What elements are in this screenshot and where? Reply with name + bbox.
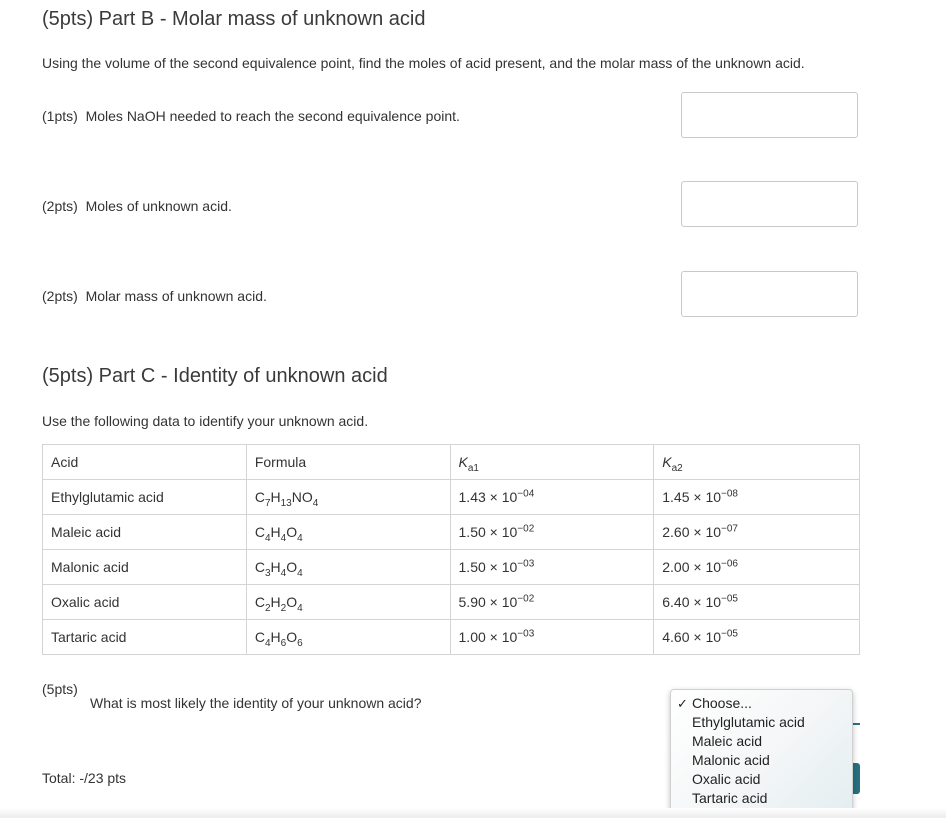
cell-formula: $C_4H_6O_6$ bbox=[246, 620, 450, 655]
cell-acid: Oxalic acid bbox=[43, 585, 247, 620]
cell-formula: $C_2H_2O_4$ bbox=[246, 585, 450, 620]
cell-ka1: $1.43 \times 10^{-04}$ bbox=[450, 480, 654, 515]
cell-formula: $C_3H_4O_4$ bbox=[246, 550, 450, 585]
dropdown-option-tartaric[interactable]: Tartaric acid bbox=[692, 790, 768, 806]
dropdown-option-maleic[interactable]: Maleic acid bbox=[692, 733, 763, 749]
cell-ka1: $1.00 \times 10^{-03}$ bbox=[450, 620, 654, 655]
table-row bbox=[43, 515, 860, 550]
dropdown-option-oxalic[interactable]: Oxalic acid bbox=[692, 771, 761, 787]
answer-input-moles-naoh[interactable] bbox=[681, 92, 858, 138]
cell-ka1: $1.50 \times 10^{-02}$ bbox=[450, 515, 654, 550]
answer-input-moles-acid[interactable] bbox=[681, 181, 858, 227]
cell-ka2: $2.60 \times 10^{-07}$ bbox=[654, 515, 860, 550]
table-row bbox=[43, 620, 860, 655]
question-text: Moles NaOH needed to reach the second equivalence point. bbox=[85, 108, 460, 124]
answer-input-molar-mass[interactable] bbox=[681, 271, 858, 317]
cell-ka1: $5.90 \times 10^{-02}$ bbox=[450, 585, 654, 620]
question-1 bbox=[42, 108, 460, 124]
part-b-instructions: Using the volume of the second equivalence point, find the moles of acid present, and the molar mass of the unknown acid. bbox=[42, 55, 805, 71]
cell-ka2: $6.40 \times 10^{-05}$ bbox=[654, 585, 860, 620]
cell-formula: $C_7H_{13}NO_4$ bbox=[246, 480, 450, 515]
cell-acid: Maleic acid bbox=[43, 515, 247, 550]
question-text: Moles of unknown acid. bbox=[85, 198, 232, 214]
cell-ka2: $4.60 \times 10^{-05}$ bbox=[654, 620, 860, 655]
question-points: (1pts) bbox=[42, 108, 78, 124]
cell-acid: Tartaric acid bbox=[43, 620, 247, 655]
check-icon: ✓ bbox=[677, 696, 688, 711]
question-points: (2pts) bbox=[42, 198, 78, 214]
cell-ka2: $2.00 \times 10^{-06}$ bbox=[654, 550, 860, 585]
dropdown-option-malonic[interactable]: Malonic acid bbox=[692, 752, 770, 768]
header-ka2: $K_{a2}$ bbox=[654, 445, 860, 480]
final-question-text: What is most likely the identity of your unknown acid? bbox=[90, 695, 422, 711]
select-underline bbox=[852, 723, 860, 725]
final-question-points: (5pts) bbox=[42, 681, 78, 697]
table-row bbox=[43, 480, 860, 515]
total-score: Total: -/23 pts bbox=[42, 770, 127, 786]
table-row bbox=[43, 585, 860, 620]
acid-data-table bbox=[42, 444, 860, 655]
cell-acid: Malonic acid bbox=[43, 550, 247, 585]
submit-button[interactable] bbox=[852, 763, 860, 794]
header-acid: Acid bbox=[43, 445, 247, 480]
dropdown-option-choose[interactable]: ✓ Choose... bbox=[677, 695, 752, 711]
cell-ka2: $1.45 \times 10^{-08}$ bbox=[654, 480, 860, 515]
table-header-row bbox=[43, 445, 860, 480]
question-points: (2pts) bbox=[42, 288, 78, 304]
cell-ka1: $1.50 \times 10^{-03}$ bbox=[450, 550, 654, 585]
cell-acid: Ethylglutamic acid bbox=[43, 480, 247, 515]
header-formula: Formula bbox=[246, 445, 450, 480]
table-row bbox=[43, 550, 860, 585]
question-text: Molar mass of unknown acid. bbox=[85, 288, 267, 304]
question-3 bbox=[42, 288, 267, 304]
bottom-edge-shade bbox=[0, 808, 946, 818]
acid-select-dropdown[interactable] bbox=[670, 689, 853, 812]
part-c-title: (5pts) Part C - Identity of unknown acid bbox=[42, 365, 388, 387]
dropdown-option-ethylglutamic[interactable]: Ethylglutamic acid bbox=[692, 714, 805, 730]
part-c-instructions: Use the following data to identify your unknown acid. bbox=[42, 413, 369, 429]
question-2 bbox=[42, 198, 232, 214]
part-b-title: (5pts) Part B - Molar mass of unknown acid bbox=[42, 8, 426, 30]
cell-formula: $C_4H_4O_4$ bbox=[246, 515, 450, 550]
header-ka1: $K_{a1}$ bbox=[450, 445, 654, 480]
